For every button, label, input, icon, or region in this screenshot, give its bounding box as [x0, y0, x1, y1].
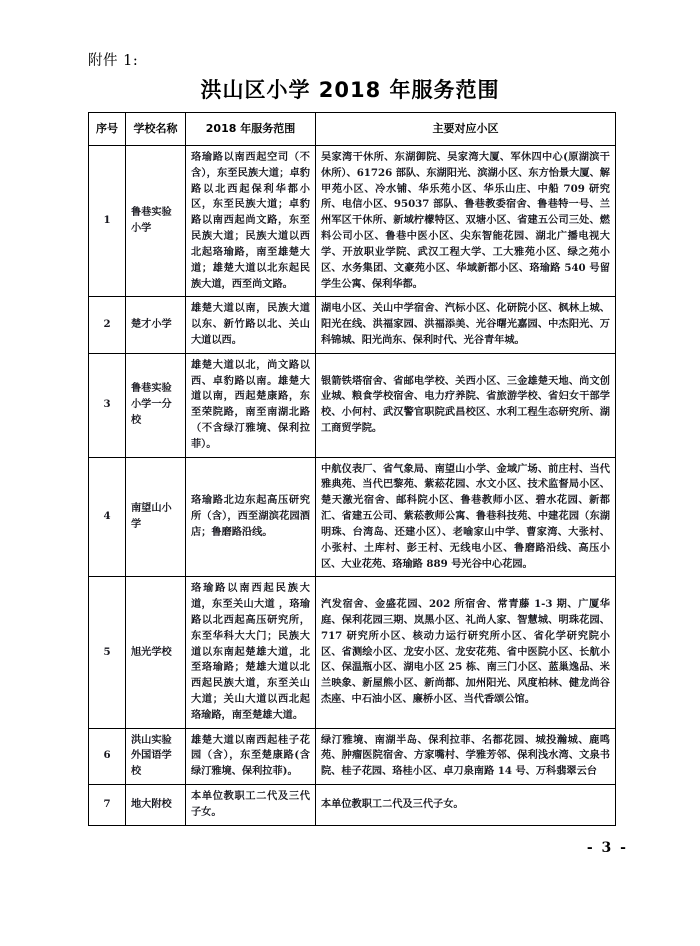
cell-school: 楚才小学 [126, 297, 186, 353]
cell-school: 旭光学校 [126, 577, 186, 728]
cell-range: 雄楚大道以南，民族大道以东、新竹路以北、关山大道以西。 [186, 297, 316, 353]
cell-range: 雄楚大道以北，尚文路以西、卓豹路以南。雄楚大道以南，西起楚康路，东至荣院路，南至南湖北路（不含绿汀雅境、保利拉菲）。 [186, 353, 316, 457]
table-row [89, 785, 616, 826]
cell-areas: 绿汀雅境、南湖半岛、保利拉菲、名都花园、城投瀚城、鹿鸣苑、肿瘤医院宿舍、方家嘴村、学雅芳邻、保利浅水湾、文泉书院、桂子花园、珞桂小区、卓刀泉南路 14 号、万科翡翠云台 [316, 728, 616, 784]
cell-index: 7 [89, 785, 126, 826]
cell-range: 珞瑜路以南西起空司（不含），东至民族大道；卓豹路以北西起保利华都小区，东至民族大道；卓豹路以南西起尚文路，东至民族大道；民族大道以西北起珞瑜路，南至雄楚大道；雄楚大道以北东起民族大道，西至尚文路。 [186, 146, 316, 297]
school-service-range-table [88, 112, 616, 826]
cell-areas: 银箭铁塔宿舍、省邮电学校、关西小区、三金雄楚天地、尚文创业城、粮食学校宿舍、电力疗养院、省旅游学校、省妇女干部学校、小何村、武汉警官职院武昌校区、水利工程生态研究所、湖工商贸学院。 [316, 353, 616, 457]
cell-range: 雄楚大道以南西起桂子花园（含），东至楚康路(含绿汀雅境、保利拉菲)。 [186, 728, 316, 784]
table-row [89, 577, 616, 728]
cell-areas: 本单位教职工二代及三代子女。 [316, 785, 616, 826]
column-header-areas: 主要对应小区 [316, 113, 616, 146]
table-row [89, 146, 616, 297]
cell-school: 南望山小学 [126, 457, 186, 577]
table-body [89, 146, 616, 826]
cell-range: 珞瑜路以南西起民族大道，东至关山大道 ，珞瑜路以北西起高压研究所，东至华科大大门；民族大道以东南起楚雄大道，北至珞瑜路；楚雄大道以北西起民族大道，东至关山大道；关山大道以西北起珞瑜路，南至楚雄大道。 [186, 577, 316, 728]
cell-range: 本单位教职工二代及三代子女。 [186, 785, 316, 826]
cell-areas: 湖电小区、关山中学宿舍、汽标小区、化研院小区、枫林上城、阳光在线、洪福家园、洪福添美、光谷曙光嘉园、中杰阳光、万科锦城、阳光尚东、保利时代、光谷青年城。 [316, 297, 616, 353]
column-header-range: 2018 年服务范围 [186, 113, 316, 146]
cell-areas: 中航仪表厂、省气象局、南望山小学、金域广场、前庄村、当代雅典苑、当代巴黎苑、紫菘花园、水文小区、技术监督局小区、楚天激光宿舍、邮科院小区、鲁巷教师小区、碧水花园、新都汇、省建五公司、紫菘教师公寓、鲁巷科技苑、中建花园（东湖明珠、台湾岛、还建小区）、老喻家山中学、曹家湾、大张村、小张村、土库村、彭王村、无线电小区、鲁磨路沿线、高压小区、大业花苑、珞瑜路 889 号光谷中心花园。 [316, 457, 616, 577]
cell-index: 2 [89, 297, 126, 353]
table-row [89, 353, 616, 457]
table-header [89, 113, 616, 146]
table-row [89, 457, 616, 577]
cell-index: 4 [89, 457, 126, 577]
cell-areas: 吴家湾干休所、东湖御院、吴家湾大厦、军休四中心(原湖滨干休所）、61726 部队、东湖阳光、滨湖小区、东方怡景大厦、解甲苑小区、冷水铺、华乐苑小区、华乐山庄、中船 709 研究所、电信小区、95037 部队、鲁巷教委宿舍、鲁巷特一号、兰州军区干休所、新域柠檬特区、双塘小区、省建五公司三处、燃料公司小区、鲁巷中医小区、尖东智能花园、湖北广播电视大学、开放职业学院、武汉工程大学、工大雅苑小区、绿之苑小区、水务集团、文豪苑小区、华域新都小区、珞瑜路 540 号留学生公寓、保利华都。 [316, 146, 616, 297]
cell-areas: 汽发宿舍、金盛花园、202 所宿舍、常青藤 1-3 期、广厦华庭、保利花园三期、岚黑小区、礼尚人家、智慧城、明珠花园、717 研究所小区、核动力运行研究所小区、省化学研究院小区、省测绘小区、龙安小区、龙安花苑、省中医院小区、长航小区、保温瓶小区、湖电小区 25 栋、南三门小区、蓝巢逸品、米兰映象、新屋熊小区、新尚都、加州阳光、风度柏林、健龙尚谷杰座、中石油小区、廉桥小区、当代香颂公馆。 [316, 577, 616, 728]
cell-school: 洪山实验外国语学校 [126, 728, 186, 784]
cell-range: 珞瑜路北边东起高压研究所（含），西至湖滨花园酒店；鲁磨路沿线。 [186, 457, 316, 577]
table-header-row [89, 113, 616, 146]
table-row [89, 297, 616, 353]
cell-index: 1 [89, 146, 126, 297]
column-header-school: 学校名称 [126, 113, 186, 146]
column-header-index: 序号 [89, 113, 126, 146]
cell-index: 3 [89, 353, 126, 457]
cell-school: 地大附校 [126, 785, 186, 826]
cell-index: 6 [89, 728, 126, 784]
table-row [89, 728, 616, 784]
cell-index: 5 [89, 577, 126, 728]
cell-school: 鲁巷实验小学 [126, 146, 186, 297]
attachment-label: 附件 1: [88, 53, 139, 69]
page-title: 洪山区小学 2018 年服务范围 [200, 78, 500, 102]
cell-school: 鲁巷实验小学一分校 [126, 353, 186, 457]
page-number: - 3 - [586, 840, 628, 856]
